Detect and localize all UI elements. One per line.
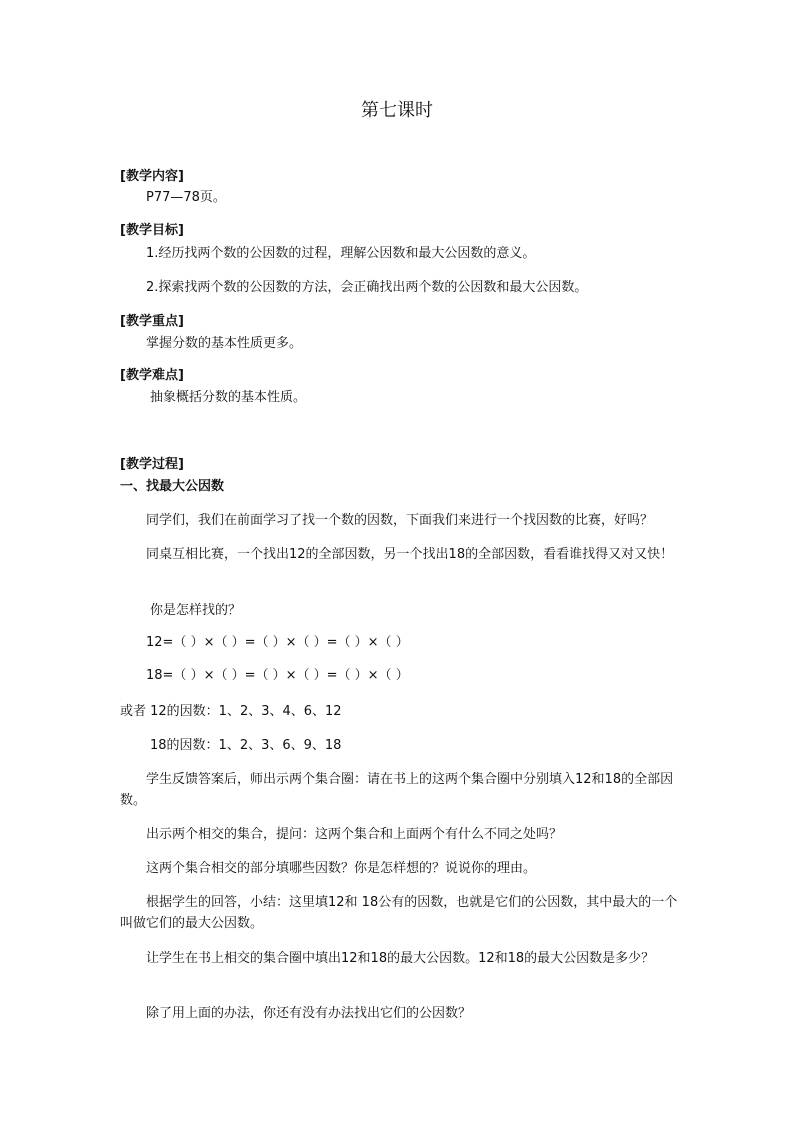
goal-2: 2.探索找两个数的公因数的方法，会正确找出两个数的公因数和最大公因数。 [146,280,588,295]
paragraph-5: 出示两个相交的集合，提问：这两个集合和上面两个有什么不同之处吗？ [146,827,563,842]
heading-difficulty: [教学难点] [120,368,184,383]
paragraph-3: 你是怎样找的？ [150,603,242,618]
section-heading: 一、找最大公因数 [120,479,225,494]
heading-content: [教学内容] [120,169,184,184]
paragraph-2: 同桌互相比赛，一个找出12的全部因数，另一个找出18的全部因数，看看谁找得又对又快！ [146,547,674,562]
paragraph-1: 同学们，我们在前面学习了找一个数的因数，下面我们来进行一个找因数的比赛，好吗？ [146,513,654,528]
heading-goals: [教学目标] [120,223,184,238]
equation-12: 12=（ ）×（ ）=（ ）×（ ）=（ ）×（ ） [146,635,409,650]
factors-12: 或者 12的因数：1、2、3、4、6、12 [120,704,342,719]
paragraph-7: 根据学生的回答，小结：这里填12和 18公有的因数，也就是它们的公因数，其中最大的一个叫做它们的最大公因数。 [120,895,678,931]
key-point-text: 掌握分数的基本性质更多。 [146,336,303,351]
page-title: 第七课时 [361,100,433,121]
heading-key-point: [教学重点] [120,314,184,329]
heading-process: [教学过程] [120,457,184,472]
paragraph-8: 让学生在书上相交的集合圈中填出12和18的最大公因数。12和18的最大公因数是多少？ [146,951,655,966]
factors-18: 18的因数：1、2、3、6、9、18 [150,738,342,753]
paragraph-6: 这两个集合相交的部分填哪些因数？你是怎样想的？说说你的理由。 [146,861,537,876]
goal-1: 1.经历找两个数的公因数的过程，理解公因数和最大公因数的意义。 [146,246,536,261]
equation-18: 18=（ ）×（ ）=（ ）×（ ）=（ ）×（ ） [146,668,409,683]
paragraph-9: 除了用上面的办法，你还有没有办法找出它们的公因数？ [146,1006,472,1021]
paragraph-4: 学生反馈答案后，师出示两个集合圈：请在书上的这两个集合圈中分别填入12和18的全部因数。 [120,772,674,808]
content-text: P77—78页。 [146,190,226,205]
difficulty-text: 抽象概括分数的基本性质。 [150,390,307,405]
